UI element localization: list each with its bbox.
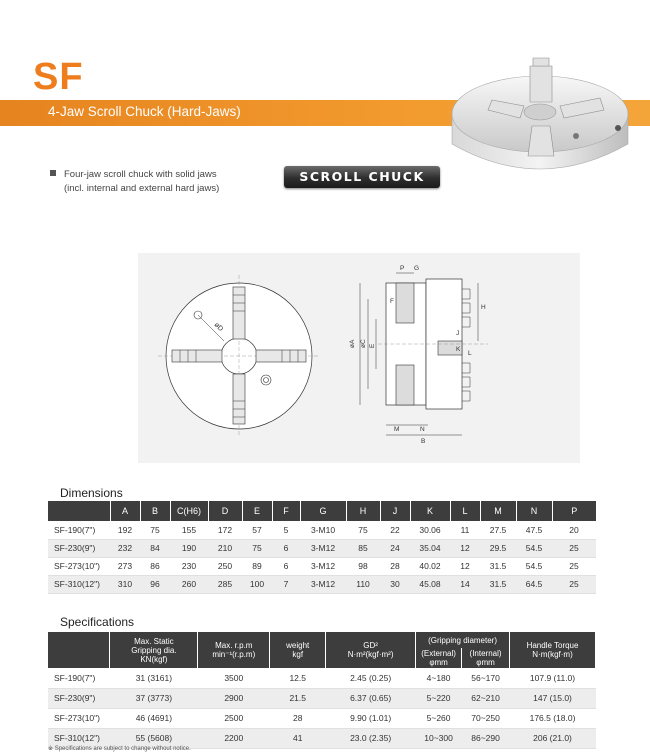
spec-value-cell: 107.9 (11.0): [510, 668, 596, 688]
dimension-value-cell: 3-M10: [300, 521, 346, 539]
dimension-value-cell: 232: [110, 539, 140, 557]
dimension-value-cell: 25: [552, 575, 596, 593]
spec-value-cell: 4~180: [416, 668, 462, 688]
dimension-value-cell: 20: [552, 521, 596, 539]
chuck-product-image: [440, 44, 640, 184]
spec-internal-line2: φmm: [476, 658, 495, 667]
label-D: øD: [212, 321, 225, 334]
dim-header: M: [480, 501, 516, 521]
dimension-value-cell: 47.5: [516, 521, 552, 539]
spec-gd-line1: GD²: [363, 641, 378, 650]
dimension-value-cell: 250: [208, 557, 242, 575]
spec-value-cell: 2500: [198, 708, 270, 728]
dimension-value-cell: 84: [140, 539, 170, 557]
spec-static-grip-line1: Max. Static: [134, 636, 174, 646]
dimension-value-cell: 85: [346, 539, 380, 557]
label-K: K: [456, 346, 461, 353]
spec-value-cell: 28: [270, 708, 326, 728]
bullet-square-icon: [50, 170, 56, 176]
spec-gd-line2: N·m²(kgf·m²): [347, 650, 394, 659]
scroll-chuck-badge: SCROLL CHUCK: [284, 166, 440, 188]
specifications-row: [48, 668, 596, 688]
model-name-cell: SF-310(12"): [48, 728, 110, 748]
spec-external-line2: φmm: [429, 658, 448, 667]
dimension-value-cell: 3-M12: [300, 557, 346, 575]
dimension-value-cell: 45.08: [410, 575, 450, 593]
dimension-value-cell: 14: [450, 575, 480, 593]
dimension-value-cell: 64.5: [516, 575, 552, 593]
spec-value-cell: 2200: [198, 728, 270, 748]
label-A: øA: [349, 339, 356, 348]
spec-header-row: [48, 632, 596, 648]
spec-external-line1: (External): [421, 649, 456, 658]
dimension-value-cell: 75: [140, 521, 170, 539]
dimension-value-cell: 12: [450, 557, 480, 575]
dim-header: K: [410, 501, 450, 521]
page-subtitle: 4-Jaw Scroll Chuck (Hard-Jaws): [48, 104, 241, 119]
dim-header: F: [272, 501, 300, 521]
spec-value-cell: 41: [270, 728, 326, 748]
model-name-cell: SF-273(10"): [48, 557, 110, 575]
dimension-value-cell: 260: [170, 575, 208, 593]
bullet-line-2: (incl. internal and external hard jaws): [64, 183, 220, 194]
spec-rpm-line2: min⁻¹(r.p.m): [212, 650, 256, 659]
model-name-cell: SF-230(9"): [48, 688, 110, 708]
spec-static-grip-line2: Gripping dia.: [131, 645, 177, 655]
spec-value-cell: 46 (4691): [110, 708, 198, 728]
dimension-value-cell: 31.5: [480, 575, 516, 593]
model-name-cell: SF-310(12"): [48, 575, 110, 593]
dimension-value-cell: 35.04: [410, 539, 450, 557]
dimension-value-cell: 3-M12: [300, 539, 346, 557]
label-C: øC: [360, 339, 367, 348]
spec-value-cell: 2900: [198, 688, 270, 708]
feature-bullet: [50, 168, 219, 196]
spec-header-gripping: (Gripping diameter): [416, 632, 510, 648]
dimension-value-cell: 230: [170, 557, 208, 575]
dimension-value-cell: 155: [170, 521, 208, 539]
model-name-cell: SF-230(9"): [48, 539, 110, 557]
dimension-value-cell: 6: [272, 557, 300, 575]
dimension-value-cell: 6: [272, 539, 300, 557]
dimension-value-cell: 24: [380, 539, 410, 557]
dimension-value-cell: 22: [380, 521, 410, 539]
dim-header: E: [242, 501, 272, 521]
page-title: SF: [33, 56, 84, 98]
spec-torque-line2: N·m(kgf·m): [532, 650, 573, 659]
label-M: M: [394, 426, 400, 433]
dim-header: B: [140, 501, 170, 521]
spec-value-cell: 37 (3773): [110, 688, 198, 708]
spec-value-cell: 86~290: [462, 728, 510, 748]
spec-value-cell: 70~250: [462, 708, 510, 728]
dimensions-title: Dimensions: [60, 486, 123, 500]
dim-header: C(H6): [170, 501, 208, 521]
spec-header-torque: [510, 632, 596, 668]
specifications-table: [48, 632, 596, 749]
spec-weight-line2: kgf: [292, 650, 304, 659]
dimension-value-cell: 54.5: [516, 539, 552, 557]
dim-header: P: [552, 501, 596, 521]
dimension-value-cell: 285: [208, 575, 242, 593]
dimension-value-cell: 7: [272, 575, 300, 593]
dim-header: N: [516, 501, 552, 521]
spec-value-cell: 62~210: [462, 688, 510, 708]
dim-header: H: [346, 501, 380, 521]
spec-header-rpm: [198, 632, 270, 668]
specifications-title: Specifications: [60, 615, 135, 629]
spec-value-cell: 12.5: [270, 668, 326, 688]
dimensions-row: [48, 575, 596, 593]
spec-value-cell: 31 (3161): [110, 668, 198, 688]
spec-header-gd: [326, 632, 416, 668]
dim-header: A: [110, 501, 140, 521]
spec-static-grip-line3: KN(kgf): [140, 654, 168, 664]
dimensions-row: [48, 521, 596, 539]
bullet-line-1: Four-jaw scroll chuck with solid jaws: [64, 169, 217, 180]
model-name-cell: SF-190(7"): [48, 521, 110, 539]
dim-header: G: [300, 501, 346, 521]
dim-header: D: [208, 501, 242, 521]
spec-internal-line1: (Internal): [469, 649, 502, 658]
dimension-value-cell: 192: [110, 521, 140, 539]
dimensions-row: [48, 557, 596, 575]
spec-rpm-line1: Max. r.p.m: [215, 641, 253, 650]
dimension-value-cell: 310: [110, 575, 140, 593]
dimension-value-cell: 98: [346, 557, 380, 575]
spec-value-cell: 6.37 (0.65): [326, 688, 416, 708]
spec-value-cell: 5~260: [416, 708, 462, 728]
spec-value-cell: 5~220: [416, 688, 462, 708]
label-G: G: [414, 265, 420, 272]
spec-header-static-grip: [110, 632, 198, 668]
label-J: J: [456, 330, 460, 337]
spec-torque-line1: Handle Torque: [526, 641, 579, 650]
dimension-value-cell: 54.5: [516, 557, 552, 575]
dimension-value-cell: 100: [242, 575, 272, 593]
dimension-value-cell: 29.5: [480, 539, 516, 557]
dimension-value-cell: 30.06: [410, 521, 450, 539]
dimension-value-cell: 273: [110, 557, 140, 575]
spec-value-cell: 9.90 (1.01): [326, 708, 416, 728]
spec-value-cell: 10~300: [416, 728, 462, 748]
dim-header: L: [450, 501, 480, 521]
spec-value-cell: 176.5 (18.0): [510, 708, 596, 728]
dimension-value-cell: 5: [272, 521, 300, 539]
label-P: P: [400, 265, 405, 272]
technical-drawing: [138, 253, 580, 463]
dimension-value-cell: 3-M12: [300, 575, 346, 593]
dimensions-table: [48, 501, 596, 594]
dim-header: [48, 501, 110, 521]
model-name-cell: SF-190(7"): [48, 668, 110, 688]
dimension-value-cell: 40.02: [410, 557, 450, 575]
spec-header-weight: [270, 632, 326, 668]
dimension-value-cell: 28: [380, 557, 410, 575]
spec-value-cell: 3500: [198, 668, 270, 688]
spec-value-cell: 56~170: [462, 668, 510, 688]
drawing-svg: [138, 253, 580, 463]
dimension-value-cell: 86: [140, 557, 170, 575]
dim-header: J: [380, 501, 410, 521]
dimension-value-cell: 12: [450, 539, 480, 557]
specifications-row: [48, 708, 596, 728]
label-H: H: [481, 304, 486, 311]
dimension-value-cell: 96: [140, 575, 170, 593]
spec-value-cell: 206 (21.0): [510, 728, 596, 748]
dimension-value-cell: 25: [552, 557, 596, 575]
label-L: L: [468, 350, 472, 357]
dimension-value-cell: 172: [208, 521, 242, 539]
dimensions-header-row: [48, 501, 596, 521]
label-N: N: [420, 426, 425, 433]
spec-header-external: [416, 648, 462, 668]
dimension-value-cell: 75: [242, 539, 272, 557]
dimension-value-cell: 190: [170, 539, 208, 557]
dimensions-row: [48, 539, 596, 557]
spec-value-cell: 147 (15.0): [510, 688, 596, 708]
dimension-value-cell: 11: [450, 521, 480, 539]
model-name-cell: SF-273(10"): [48, 708, 110, 728]
spec-header-blank: [48, 632, 110, 668]
label-B: B: [421, 438, 426, 445]
label-E: E: [369, 343, 376, 348]
dimension-value-cell: 110: [346, 575, 380, 593]
footnote: ※ Specifications are subject to change without notice.: [48, 746, 191, 752]
specifications-row: [48, 688, 596, 708]
spec-header-internal: [462, 648, 510, 668]
spec-weight-line1: weight: [286, 641, 310, 650]
dimension-value-cell: 89: [242, 557, 272, 575]
spec-value-cell: 55 (5608): [110, 728, 198, 748]
dimension-value-cell: 57: [242, 521, 272, 539]
dimension-value-cell: 75: [346, 521, 380, 539]
dimension-value-cell: 27.5: [480, 521, 516, 539]
label-F: F: [390, 298, 394, 305]
spec-value-cell: 21.5: [270, 688, 326, 708]
dimension-value-cell: 210: [208, 539, 242, 557]
spec-value-cell: 23.0 (2.35): [326, 728, 416, 748]
spec-value-cell: 2.45 (0.25): [326, 668, 416, 688]
dimension-value-cell: 30: [380, 575, 410, 593]
dimension-value-cell: 31.5: [480, 557, 516, 575]
dimension-value-cell: 25: [552, 539, 596, 557]
